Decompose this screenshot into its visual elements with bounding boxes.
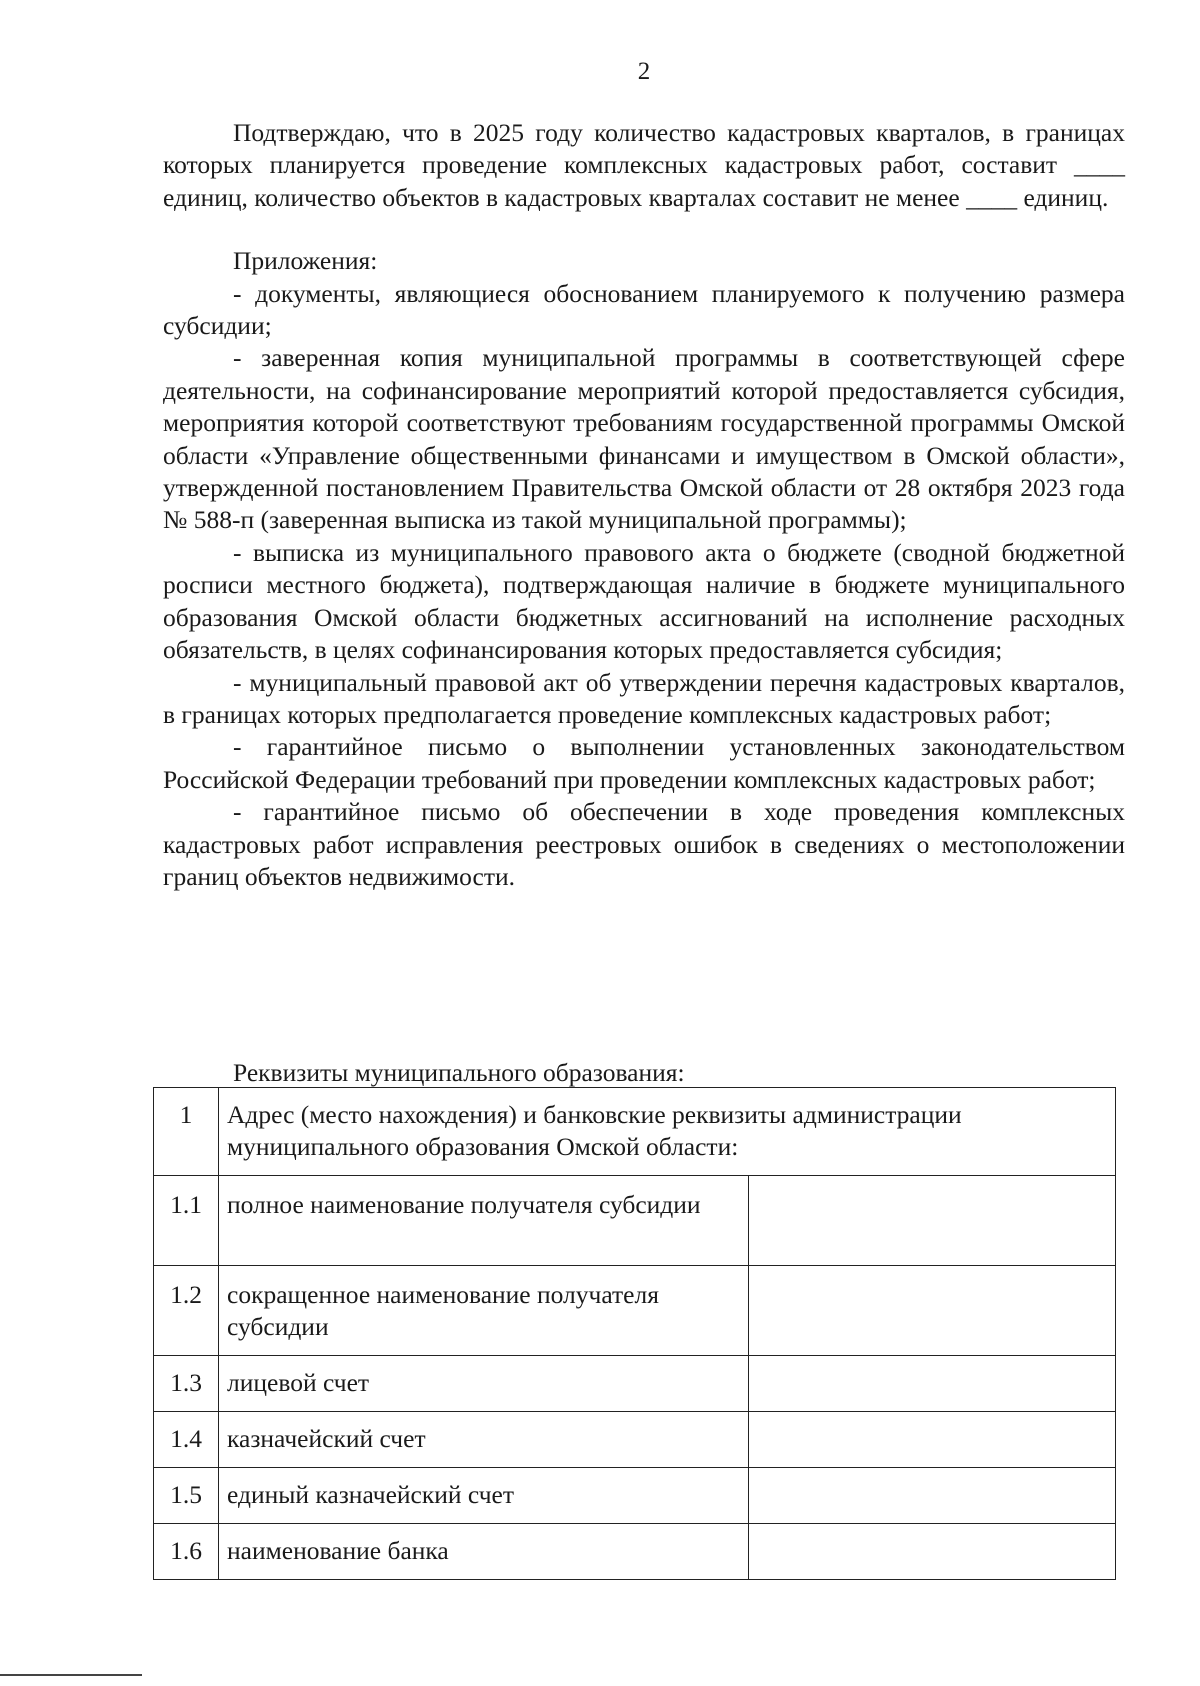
row-number: 1.6 (154, 1524, 219, 1580)
attachment-item-5: - гарантийное письмо о выполнении установленных законодательством Российской Федерации требований при проведении комплексных кадастровых работ; (163, 732, 1125, 794)
table-row (154, 1524, 1116, 1580)
row-value-field (749, 1468, 1116, 1524)
row-value-field (749, 1524, 1116, 1580)
confirmation-paragraph: Подтверждаю, что в 2025 году количество кадастровых кварталов, в границах которых планируется проведение комплексных кадастровых работ, составит ____ единиц, количество объектов в кадастровых кварталах составит не менее ____ единиц. (163, 118, 1125, 212)
table-row (154, 1176, 1116, 1266)
row-label: Адрес (место нахождения) и банковские реквизиты администрации муниципального образования Омской области: (219, 1088, 1116, 1176)
requisites-title: Реквизиты муниципального образования: (233, 1058, 685, 1087)
document-body (163, 117, 1125, 893)
row-label: лицевой счет (219, 1356, 749, 1412)
row-value-field (749, 1356, 1116, 1412)
row-number: 1 (154, 1088, 219, 1176)
table-row (154, 1468, 1116, 1524)
row-label: единый казначейский счет (219, 1468, 749, 1524)
table-row (154, 1356, 1116, 1412)
page-number: 2 (637, 58, 651, 85)
scan-edge-mark (0, 1674, 142, 1676)
table-row (154, 1266, 1116, 1356)
row-value-field (749, 1266, 1116, 1356)
row-number: 1.3 (154, 1356, 219, 1412)
row-number: 1.5 (154, 1468, 219, 1524)
row-label: казначейский счет (219, 1412, 749, 1468)
attachment-item-4: - муниципальный правовой акт об утверждении перечня кадастровых кварталов, в границах которых предполагается проведение комплексных кадастровых работ; (163, 667, 1125, 729)
row-number: 1.4 (154, 1412, 219, 1468)
row-label: сокращенное наименование получателя субсидии (219, 1266, 749, 1356)
table-row (154, 1412, 1116, 1468)
requisites-table (153, 1087, 1116, 1580)
row-label: наименование банка (219, 1524, 749, 1580)
row-value-field (749, 1412, 1116, 1468)
attachment-item-1: - документы, являющиеся обоснованием планируемого к получению размера субсидии; (163, 278, 1125, 341)
table-row (154, 1088, 1116, 1176)
row-number: 1.1 (154, 1176, 219, 1266)
row-value-field (749, 1176, 1116, 1266)
attachment-item-3: - выписка из муниципального правового акта о бюджете (сводной бюджетной росписи местного бюджета), подтверждающая наличие в бюджете муниципального образования Омской области бюджетных ассигнований на исполнение расходных обязательств, в целях софинансирования которых предоставляется субсидия; (163, 537, 1125, 665)
row-label: полное наименование получателя субсидии (219, 1176, 749, 1266)
attachments-heading: Приложения: (233, 246, 378, 276)
attachment-item-2: - заверенная копия муниципальной программы в соответствующей сфере деятельности, на софинансирование мероприятий которой предоставляется субсидия, мероприятия которой соответствуют требованиям государственной программы Омской области «Управление общественными финансами и имуществом в Омской области», утвержденной постановлением Правительства Омской области от 28 октября 2023 года № 588-п (заверенная выписка из такой муниципальной программы); (163, 343, 1125, 535)
attachment-item-6: - гарантийное письмо об обеспечении в ходе проведения комплексных кадастровых работ исправления реестровых ошибок в сведениях о местоположении границ объектов недвижимости. (163, 797, 1125, 891)
row-number: 1.2 (154, 1266, 219, 1356)
